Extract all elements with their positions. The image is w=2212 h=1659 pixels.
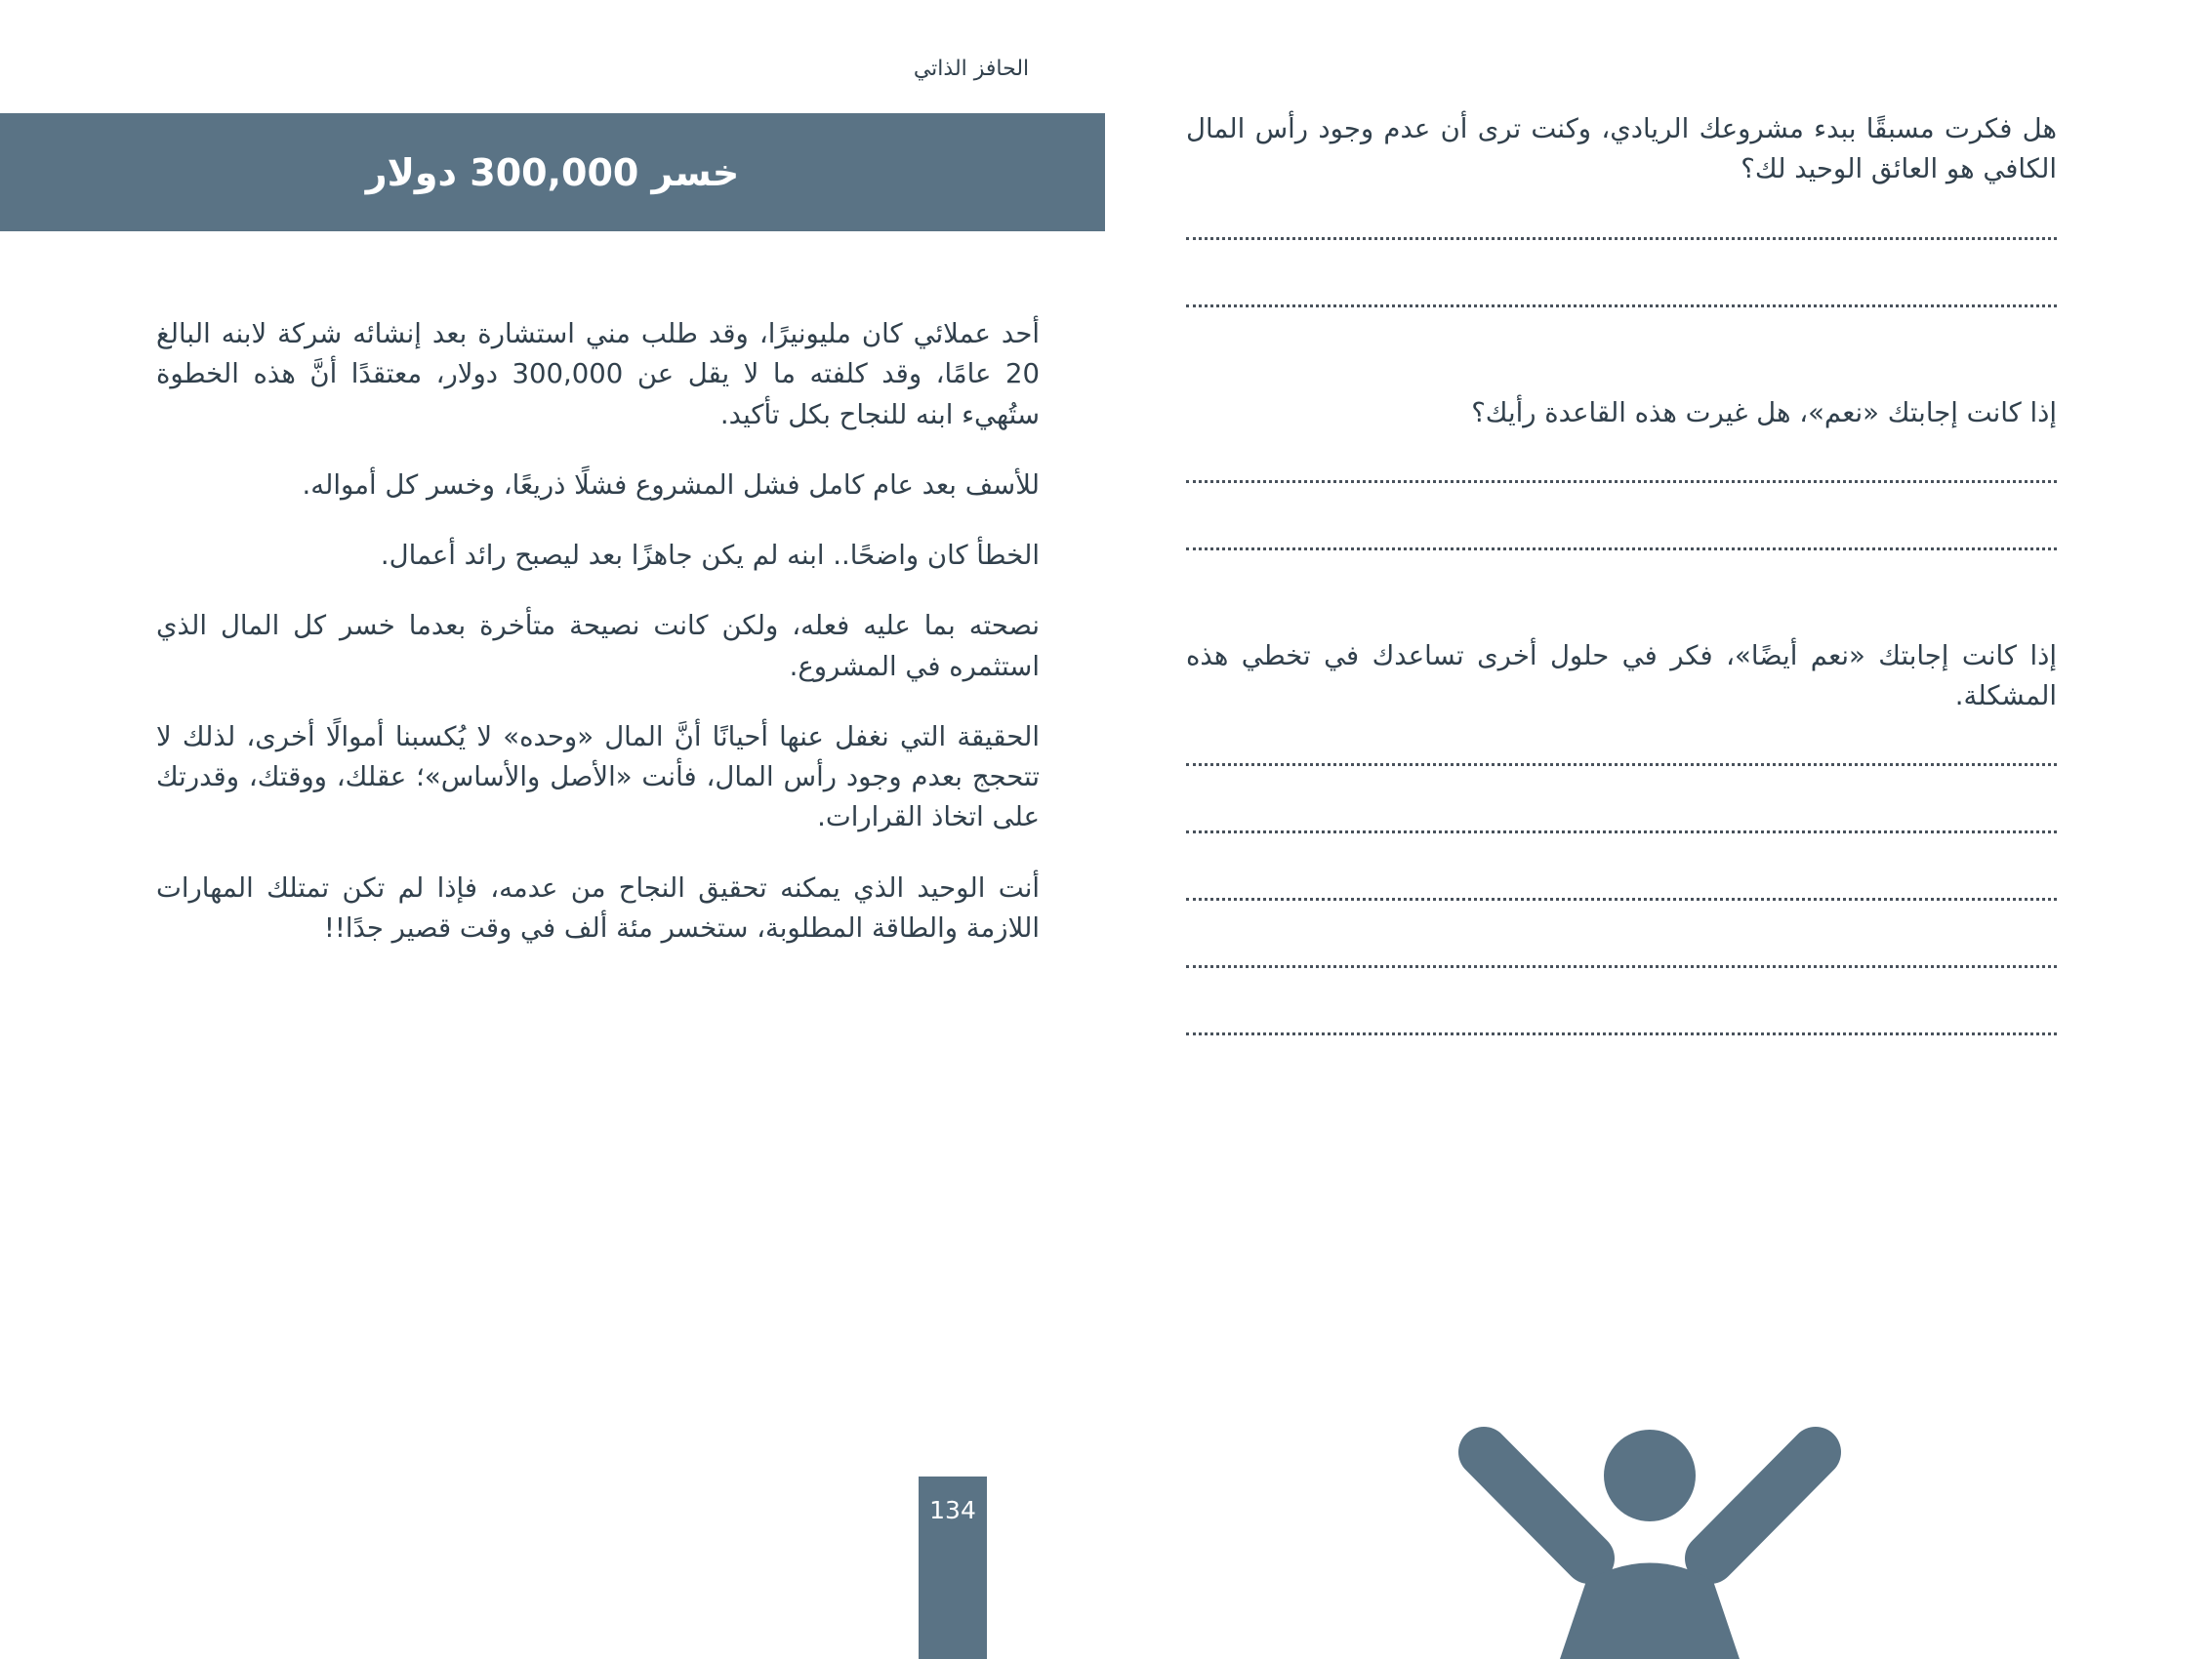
answer-line xyxy=(1186,304,2057,307)
person-arms-raised-icon xyxy=(1454,1420,1845,1659)
body-paragraph: أنت الوحيد الذي يمكنه تحقيق النجاح من عدمه، فإذا لم تكن تمتلك المهارات اللازمة والطاقة المطلوبة، ستخسر مئة ألف في وقت قصير جدًا!! xyxy=(156,871,1040,944)
question-text: إذا كانت إجابتك «نعم»، هل غيرت هذه القاعدة رأيك؟ xyxy=(1471,396,2057,428)
running-header: الحافز الذاتي xyxy=(913,57,1030,81)
answer-line xyxy=(1186,547,2057,550)
body-paragraph: أحد عملائي كان مليونيرًا، وقد طلب مني استشارة بعد إنشائه شركة لابنه البالغ 20 عامًا، وقد كلفته ما لا يقل عن 300,000 دولار، معتقدًا أنَّ هذه الخطوة ستُهيء ابنه للنجاح بكل تأكيد. xyxy=(156,318,1040,430)
answer-line xyxy=(1186,237,2057,240)
answer-line xyxy=(1186,480,2057,483)
body-paragraph: الحقيقة التي نغفل عنها أحيانًا أنَّ المال «وحده» لا يُكسبنا أموالًا أخرى، لذلك لا تتحجج بعدم وجود رأس المال، فأنت «الأصل والأساس»؛ عقلك، ووقتك، وقدرتك على اتخاذ القرارات. xyxy=(156,720,1040,833)
page-number: 134 xyxy=(929,1496,976,1524)
chapter-banner xyxy=(0,113,1105,231)
answer-line xyxy=(1186,898,2057,901)
answer-line xyxy=(1186,830,2057,833)
body-paragraph: الخطأ كان واضحًا.. ابنه لم يكن جاهزًا بعد ليصبح رائد أعمال. xyxy=(380,540,1040,571)
body-paragraph: للأسف بعد عام كامل فشل المشروع فشلًا ذريعًا، وخسر كل أمواله. xyxy=(302,468,1040,501)
page-number-bar xyxy=(919,1477,987,1659)
question-text: هل فكرت مسبقًا ببدء مشروعك الريادي، وكنت ترى أن عدم وجود رأس المال الكافي هو العائق الوحيد لك؟ xyxy=(1186,113,2057,185)
banner-title: خسر 300,000 دولار xyxy=(365,150,740,194)
body-text xyxy=(156,314,1040,979)
worksheet xyxy=(1186,109,2057,1035)
answer-line xyxy=(1186,1032,2057,1035)
body-paragraph: نصحته بما عليه فعله، ولكن كانت نصيحة متأخرة بعدما خسر كل المال الذي استثمره في المشروع. xyxy=(156,610,1040,682)
answer-line xyxy=(1186,965,2057,968)
answer-line xyxy=(1186,763,2057,766)
question-text: إذا كانت إجابتك «نعم أيضًا»، فكر في حلول أخرى تساعدك في تخطي هذه المشكلة. xyxy=(1186,639,2057,711)
